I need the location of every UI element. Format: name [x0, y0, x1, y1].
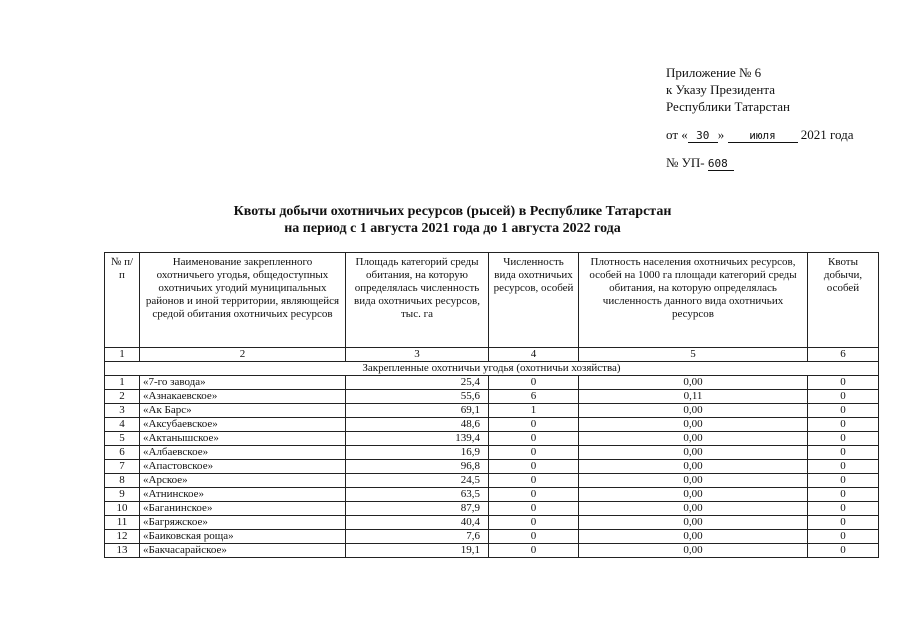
column-number: 1 — [105, 348, 140, 362]
table-row — [105, 516, 879, 530]
population-density: 0,00 — [579, 376, 808, 390]
hunting-quota: 0 — [808, 432, 879, 446]
habitat-area: 55,6 — [346, 390, 489, 404]
population-density: 0,00 — [579, 516, 808, 530]
habitat-area: 69,1 — [346, 404, 489, 418]
row-number: 6 — [105, 446, 140, 460]
date-mid: » — [717, 127, 725, 142]
header-row — [105, 253, 879, 348]
row-number: 1 — [105, 376, 140, 390]
hunting-quota: 0 — [808, 460, 879, 474]
appendix-header — [666, 64, 854, 171]
header-cell-density: Плотность населения охотничьих ресурсов, особей на 1000 га площади категорий среды обитания, на которую определялась численность данного вида охотничьих ресурсов — [579, 253, 808, 348]
row-number: 4 — [105, 418, 140, 432]
habitat-area: 87,9 — [346, 502, 489, 516]
habitat-area: 48,6 — [346, 418, 489, 432]
population-count: 6 — [489, 390, 579, 404]
habitat-name: «Актанышское» — [140, 432, 346, 446]
population-count: 1 — [489, 404, 579, 418]
table-row — [105, 530, 879, 544]
population-density: 0,00 — [579, 474, 808, 488]
population-count: 0 — [489, 516, 579, 530]
habitat-area: 40,4 — [346, 516, 489, 530]
population-density: 0,00 — [579, 502, 808, 516]
appendix-number: Приложение № 6 — [666, 65, 762, 80]
habitat-name: «Баиковская роща» — [140, 530, 346, 544]
habitat-name: «Ак Барс» — [140, 404, 346, 418]
hunting-quota: 0 — [808, 502, 879, 516]
title-line-1: Квоты добычи охотничьих ресурсов (рысей) в Республике Татарстан — [233, 204, 672, 219]
header-cell-quota: Квоты добычи, особей — [808, 253, 879, 348]
table-row — [105, 502, 879, 516]
row-number: 12 — [105, 530, 140, 544]
section-row — [105, 362, 879, 376]
column-number: 6 — [808, 348, 879, 362]
habitat-area: 96,8 — [346, 460, 489, 474]
decree-number — [666, 154, 854, 171]
population-count: 0 — [489, 376, 579, 390]
population-count: 0 — [489, 432, 579, 446]
quota-table — [104, 252, 879, 558]
habitat-name: «7-го завода» — [140, 376, 346, 390]
population-count: 0 — [489, 544, 579, 558]
habitat-name: «Азнакаевское» — [140, 390, 346, 404]
population-count: 0 — [489, 502, 579, 516]
habitat-name: «Апастовское» — [140, 460, 346, 474]
hunting-quota: 0 — [808, 516, 879, 530]
hunting-quota: 0 — [808, 418, 879, 432]
population-density: 0,00 — [579, 418, 808, 432]
section-title: Закрепленные охотничьи угодья (охотничьи хозяйства) — [105, 362, 879, 376]
header-cell-number: № п/п — [105, 253, 140, 348]
date-day: 30 — [688, 129, 718, 143]
population-density: 0,00 — [579, 446, 808, 460]
habitat-area: 16,9 — [346, 446, 489, 460]
column-number: 4 — [489, 348, 579, 362]
population-density: 0,00 — [579, 530, 808, 544]
hunting-quota: 0 — [808, 544, 879, 558]
habitat-name: «Албаевское» — [140, 446, 346, 460]
column-number: 3 — [346, 348, 489, 362]
habitat-name: «Аксубаевское» — [140, 418, 346, 432]
table-row — [105, 404, 879, 418]
population-count: 0 — [489, 418, 579, 432]
header-cell-name: Наименование закрепленного охотничьего угодья, общедоступных охотничьих угодий муниципальных районов и иной территории, являющейся средой обитания охотничьих ресурсов — [140, 253, 346, 348]
table-row — [105, 376, 879, 390]
habitat-area: 63,5 — [346, 488, 489, 502]
population-count: 0 — [489, 530, 579, 544]
document-title — [0, 203, 905, 237]
population-count: 0 — [489, 446, 579, 460]
population-count: 0 — [489, 460, 579, 474]
hunting-quota: 0 — [808, 488, 879, 502]
table-row — [105, 460, 879, 474]
table-row — [105, 390, 879, 404]
header-cell-count: Численность вида охотничьих ресурсов, особей — [489, 253, 579, 348]
habitat-area: 24,5 — [346, 474, 489, 488]
population-density: 0,00 — [579, 432, 808, 446]
habitat-name: «Баганинское» — [140, 502, 346, 516]
hunting-quota: 0 — [808, 530, 879, 544]
table-row — [105, 418, 879, 432]
date-suffix: 2021 года — [800, 127, 854, 142]
population-count: 0 — [489, 488, 579, 502]
decree-date — [666, 126, 854, 143]
row-number: 7 — [105, 460, 140, 474]
table-row — [105, 544, 879, 558]
table-row — [105, 446, 879, 460]
row-number: 13 — [105, 544, 140, 558]
habitat-area: 7,6 — [346, 530, 489, 544]
population-density: 0,00 — [579, 544, 808, 558]
habitat-name: «Атнинское» — [140, 488, 346, 502]
republic-name: Республики Татарстан — [666, 99, 790, 114]
habitat-name: «Арское» — [140, 474, 346, 488]
habitat-name: «Багряжское» — [140, 516, 346, 530]
column-number-row — [105, 348, 879, 362]
hunting-quota: 0 — [808, 446, 879, 460]
decree-reference: к Указу Президента — [666, 82, 775, 97]
date-prefix: от « — [666, 127, 688, 142]
title-line-2: на период с 1 августа 2021 года до 1 августа 2022 года — [284, 221, 621, 236]
habitat-area: 139,4 — [346, 432, 489, 446]
habitat-area: 19,1 — [346, 544, 489, 558]
hunting-quota: 0 — [808, 376, 879, 390]
row-number: 9 — [105, 488, 140, 502]
habitat-area: 25,4 — [346, 376, 489, 390]
hunting-quota: 0 — [808, 404, 879, 418]
population-density: 0,00 — [579, 404, 808, 418]
column-number: 2 — [140, 348, 346, 362]
population-count: 0 — [489, 474, 579, 488]
table-row — [105, 474, 879, 488]
header-cell-area: Площадь категорий среды обитания, на которую определялась численность вида охотничьих ресурсов, тыс. га — [346, 253, 489, 348]
table-row — [105, 432, 879, 446]
hunting-quota: 0 — [808, 390, 879, 404]
row-number: 2 — [105, 390, 140, 404]
row-number: 3 — [105, 404, 140, 418]
hunting-quota: 0 — [808, 474, 879, 488]
row-number: 10 — [105, 502, 140, 516]
number-value: 608 — [708, 157, 734, 171]
row-number: 5 — [105, 432, 140, 446]
row-number: 11 — [105, 516, 140, 530]
column-number: 5 — [579, 348, 808, 362]
population-density: 0,00 — [579, 460, 808, 474]
population-density: 0,11 — [579, 390, 808, 404]
number-prefix: № УП- — [666, 155, 705, 170]
habitat-name: «Бакчасарайское» — [140, 544, 346, 558]
table-row — [105, 488, 879, 502]
population-density: 0,00 — [579, 488, 808, 502]
date-month: июля — [728, 129, 798, 143]
row-number: 8 — [105, 474, 140, 488]
